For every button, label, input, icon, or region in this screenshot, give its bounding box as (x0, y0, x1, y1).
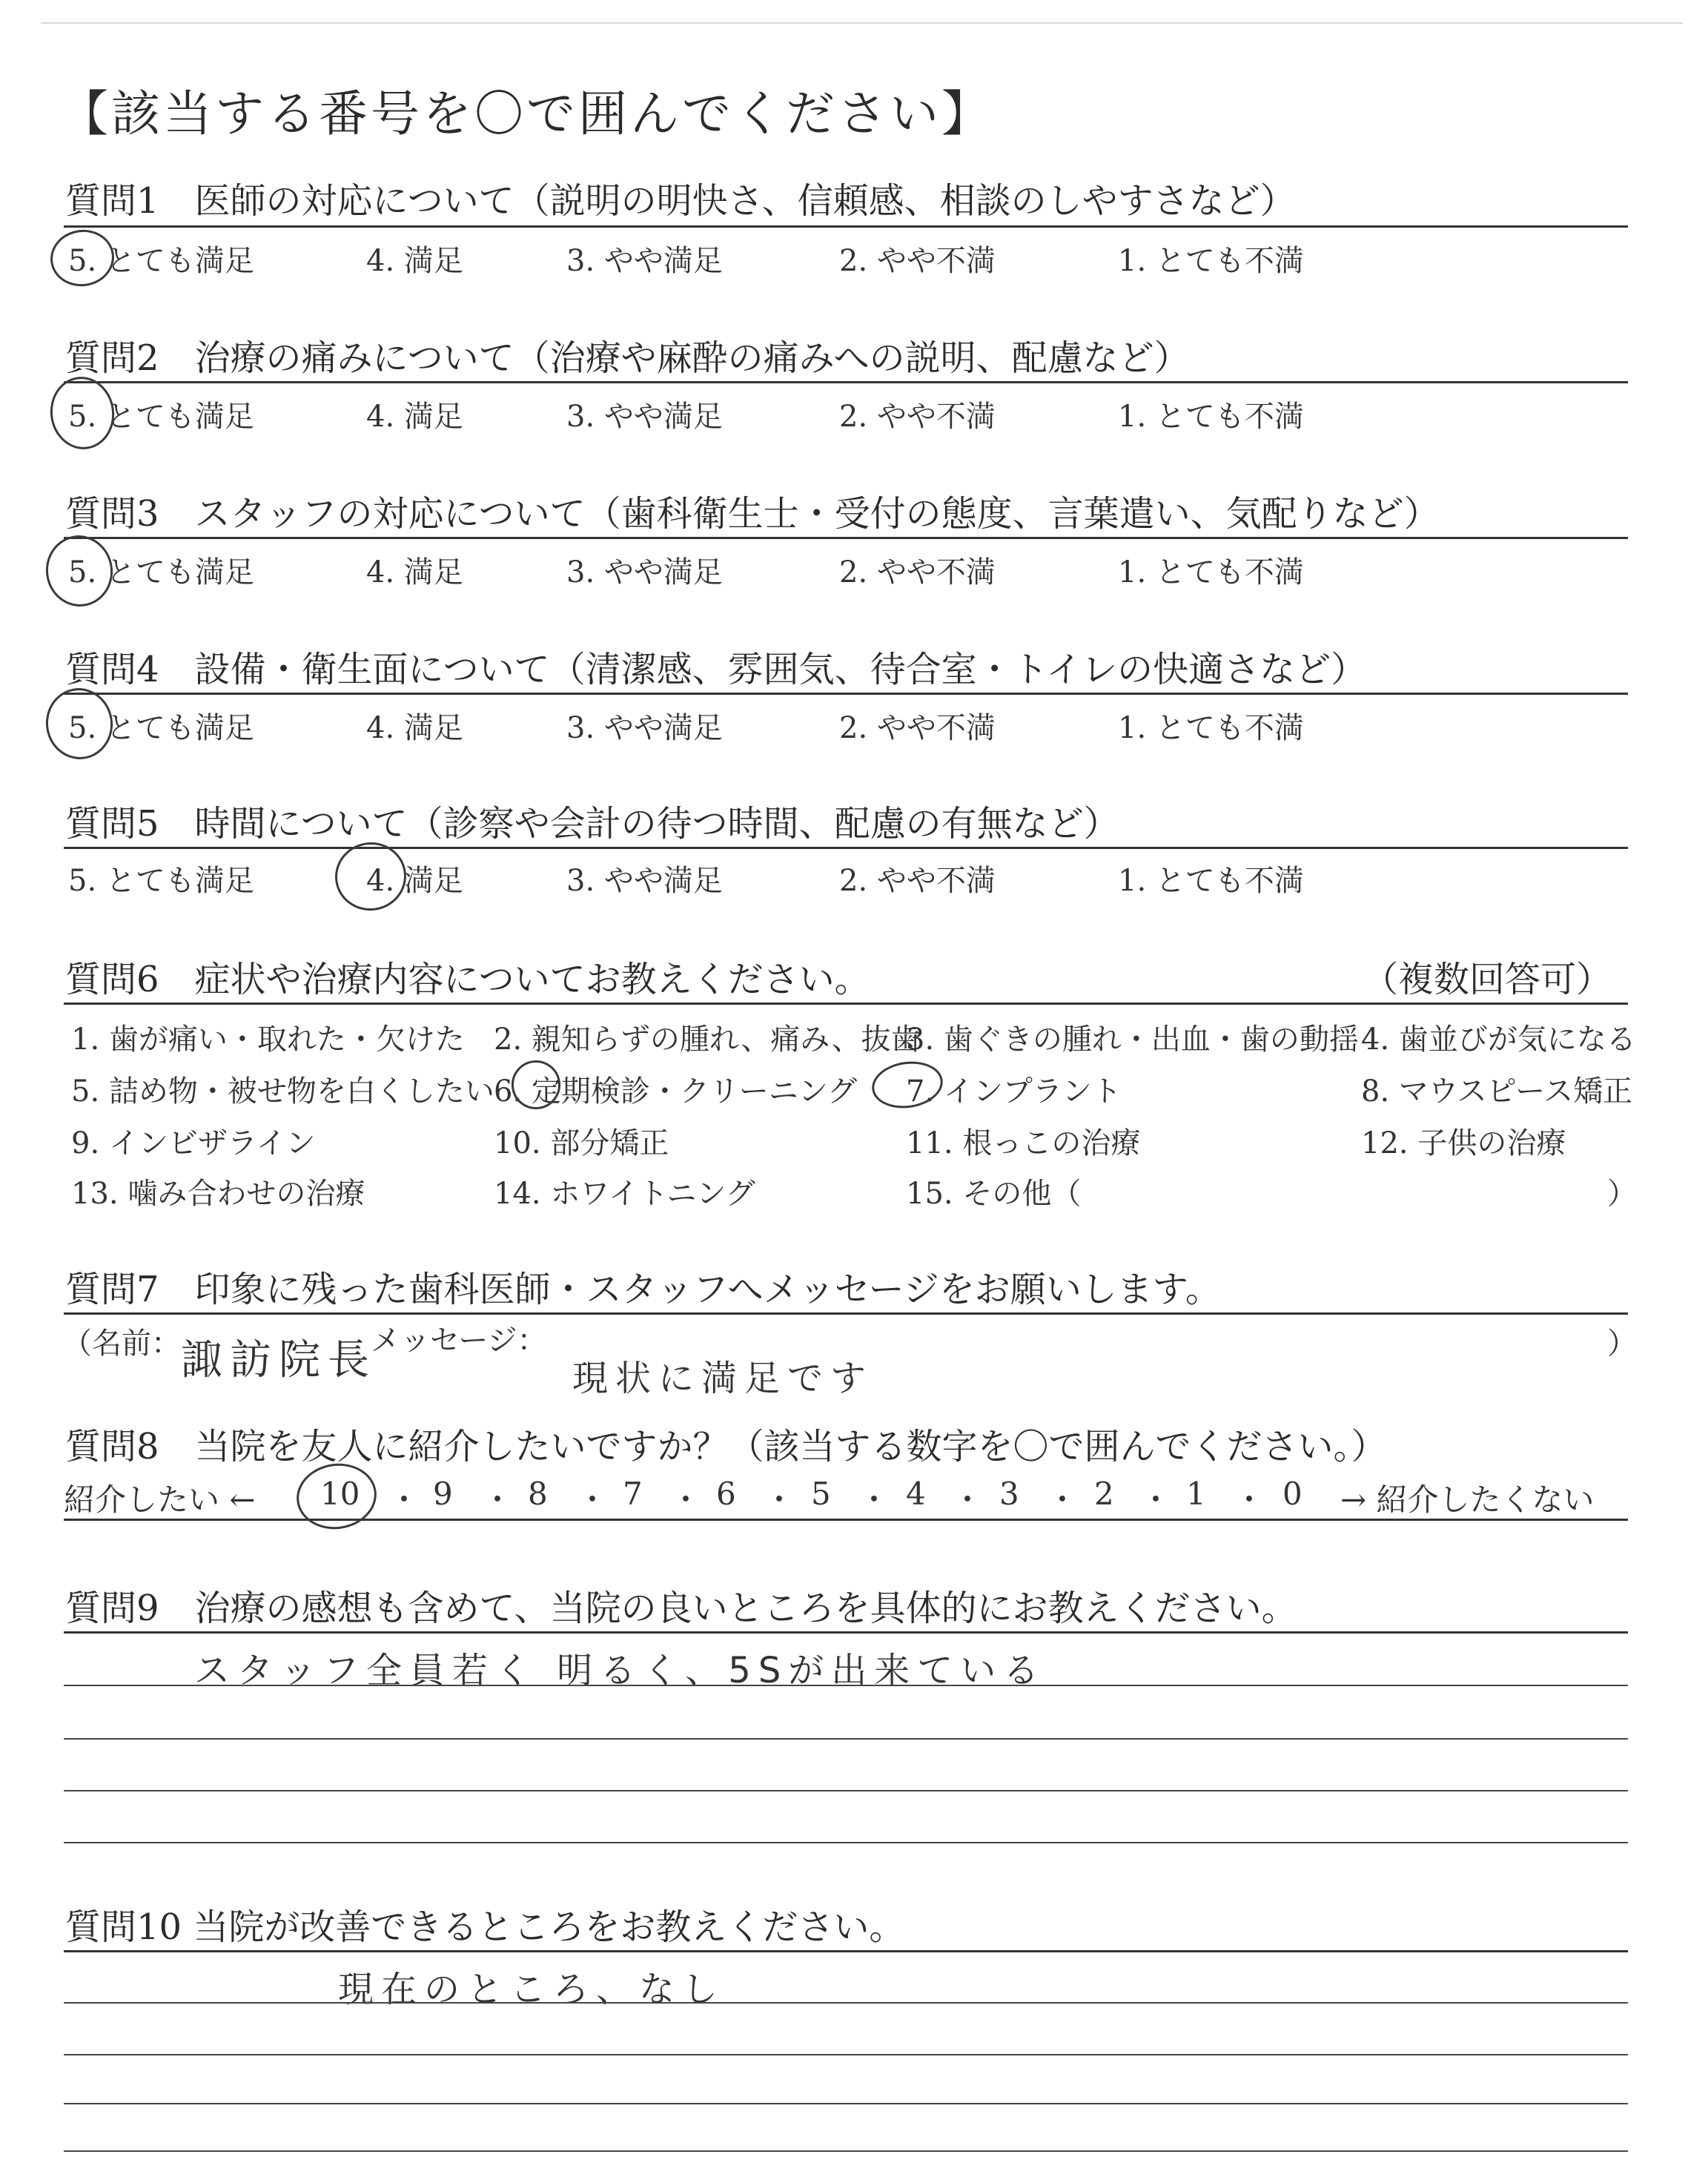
q5-option-4[interactable]: 4. 満足 (366, 864, 463, 898)
q8-separator: ・ (577, 1482, 609, 1518)
q5-option-2[interactable]: 2. やや不満 (839, 864, 996, 898)
q6-rule (64, 1003, 1628, 1005)
q10-rule (64, 1950, 1628, 1952)
q6-option-13[interactable]: 13. 噛み合わせの治療 (71, 1177, 365, 1211)
q8-scale-8[interactable]: 8 (528, 1476, 548, 1512)
q4-rule (64, 693, 1628, 695)
q3-option-5[interactable]: 5. とても満足 (68, 555, 254, 589)
q6-option-5[interactable]: 5. 詰め物・被せ物を白くしたい (71, 1074, 494, 1109)
q1-rule (64, 225, 1628, 228)
q4-option-5[interactable]: 5. とても満足 (68, 711, 254, 745)
q8-separator: ・ (952, 1482, 984, 1518)
q1-selection-circle (47, 225, 118, 290)
q1-option-4[interactable]: 4. 満足 (366, 244, 463, 278)
top-border (41, 22, 1683, 24)
q4-title: 質問4 設備・衛生面について（清潔感、雰囲気、待合室・トイレの快適さなど） (65, 649, 1367, 690)
q8-separator: ・ (482, 1482, 514, 1518)
q8-separator: ・ (1047, 1482, 1079, 1518)
q8-scale-1[interactable]: 1 (1186, 1476, 1206, 1512)
q1-title: 質問1 医師の対応について（説明の明快さ、信頼感、相談のしやすさなど） (65, 180, 1296, 222)
q1-option-1[interactable]: 1. とても不満 (1118, 244, 1304, 278)
q8-separator: ・ (764, 1482, 795, 1518)
q5-option-3[interactable]: 3. やや満足 (566, 864, 723, 898)
q10-writing-line-2 (64, 2054, 1628, 2055)
q3-option-1[interactable]: 1. とても不満 (1118, 555, 1304, 589)
q9-writing-line-1 (64, 1685, 1628, 1686)
q6-option-9[interactable]: 9. インビザライン (71, 1126, 316, 1160)
q8-scale-4[interactable]: 4 (906, 1476, 926, 1512)
q6-option-8[interactable]: 8. マウスピース矯正 (1361, 1074, 1633, 1109)
q5-option-5[interactable]: 5. とても満足 (68, 864, 254, 898)
q6-multi-answer-note: （複数回答可） (1363, 959, 1612, 1000)
survey-header: 【該当する番号を〇で囲んでください】 (59, 85, 993, 142)
q3-option-4[interactable]: 4. 満足 (366, 555, 463, 589)
q9-writing-line-4 (64, 1842, 1628, 1843)
q7-message-label: メッセージ： (371, 1324, 547, 1358)
q8-separator: ・ (1234, 1482, 1265, 1518)
q2-option-3[interactable]: 3. やや満足 (566, 400, 723, 434)
q9-answer-handwritten[interactable]: スタッフ全員若く 明るく、5Sが出来ている (194, 1650, 1047, 1691)
q6-option-3[interactable]: 3. 歯ぐきの腫れ・出血・歯の動揺 (906, 1023, 1359, 1057)
q4-option-3[interactable]: 3. やや満足 (566, 711, 723, 745)
q6-option-14[interactable]: 14. ホワイトニング (494, 1177, 755, 1211)
q5-title: 質問5 時間について（診察や会計の待つ時間、配慮の有無など） (65, 803, 1119, 845)
q7-close-paren: ） (1607, 1327, 1637, 1361)
q1-option-3[interactable]: 3. やや満足 (566, 244, 723, 278)
q8-scale-5[interactable]: 5 (811, 1476, 831, 1512)
q7-title: 質問7 印象に残った歯科医師・スタッフへメッセージをお願いします。 (65, 1269, 1221, 1310)
q4-option-1[interactable]: 1. とても不満 (1118, 711, 1304, 745)
q8-scale-2[interactable]: 2 (1094, 1476, 1114, 1512)
q8-separator: ・ (1140, 1482, 1172, 1518)
q7-rule (64, 1312, 1628, 1315)
q8-separator: ・ (858, 1482, 890, 1518)
q7-name-label: （名前： (62, 1327, 181, 1361)
q6-title: 質問6 症状や治療内容についてお教えください。 (65, 959, 870, 1000)
q6-option-12[interactable]: 12. 子供の治療 (1361, 1126, 1566, 1160)
q2-option-1[interactable]: 1. とても不満 (1118, 400, 1304, 434)
q10-writing-line-4 (64, 2150, 1628, 2152)
q10-writing-line-1 (64, 2002, 1628, 2004)
q10-title: 質問10 当院が改善できるところをお教えください。 (65, 1906, 905, 1948)
q8-scale-9[interactable]: 9 (433, 1476, 453, 1512)
q9-writing-line-3 (64, 1790, 1628, 1791)
q2-title: 質問2 治療の痛みについて（治療や麻酔の痛みへの説明、配慮など） (65, 337, 1190, 379)
q10-answer-handwritten[interactable]: 現在のところ、なし (338, 1969, 726, 2010)
q3-title: 質問3 スタッフの対応について（歯科衛生士・受付の態度、言葉遣い、気配りなど） (65, 493, 1440, 535)
q8-rule (64, 1519, 1628, 1521)
q8-selection-circle (292, 1459, 380, 1534)
q3-option-2[interactable]: 2. やや不満 (839, 555, 996, 589)
q8-scale-10[interactable]: 10 (320, 1476, 360, 1512)
q6-option-6[interactable]: 6. 定期検診・クリーニング (494, 1074, 858, 1109)
q6-option-1[interactable]: 1. 歯が痛い・取れた・欠けた (71, 1023, 465, 1057)
q8-scale-3[interactable]: 3 (999, 1476, 1019, 1512)
q3-selection-circle (42, 531, 117, 611)
q6-option-11[interactable]: 11. 根っこの治療 (906, 1126, 1141, 1160)
q8-scale-7[interactable]: 7 (623, 1476, 643, 1512)
q8-separator: ・ (388, 1482, 420, 1518)
q8-left-label: 紹介したい ← (64, 1482, 256, 1518)
q7-name-handwritten[interactable]: 諏訪院長 (181, 1336, 377, 1384)
q3-rule (64, 537, 1628, 539)
q5-option-1[interactable]: 1. とても不満 (1118, 864, 1304, 898)
q1-option-2[interactable]: 2. やや不満 (839, 244, 996, 278)
q6-other-close-paren: ） (1607, 1177, 1637, 1211)
q10-writing-line-3 (64, 2103, 1628, 2104)
q2-selection-circle (46, 372, 119, 453)
q3-option-3[interactable]: 3. やや満足 (566, 555, 723, 589)
q8-scale-6[interactable]: 6 (716, 1476, 736, 1512)
q9-rule (64, 1631, 1628, 1634)
q5-rule (64, 847, 1628, 849)
q8-scale-0[interactable]: 0 (1282, 1476, 1302, 1512)
q2-option-2[interactable]: 2. やや不満 (839, 400, 996, 434)
q2-option-4[interactable]: 4. 満足 (366, 400, 463, 434)
q2-rule (64, 381, 1628, 383)
q8-title: 質問8 当院を友人に紹介したいですか？（該当する数字を〇で囲んでください。） (65, 1426, 1387, 1467)
q8-right-label: → 紹介したくない (1340, 1482, 1595, 1518)
q4-option-2[interactable]: 2. やや不満 (839, 711, 996, 745)
q6-option-15[interactable]: 15. その他（ (906, 1177, 1082, 1211)
q1-option-5[interactable]: 5. とても満足 (68, 244, 254, 278)
q9-writing-line-2 (64, 1738, 1628, 1740)
q4-selection-circle (42, 684, 117, 764)
q2-option-5[interactable]: 5. とても満足 (68, 400, 254, 434)
q7-message-handwritten[interactable]: 現状に満足です (572, 1358, 874, 1399)
q6-option-2[interactable]: 2. 親知らずの腫れ、痛み、抜歯 (494, 1023, 921, 1057)
q6-option-10[interactable]: 10. 部分矯正 (494, 1126, 669, 1160)
q4-option-4[interactable]: 4. 満足 (366, 711, 463, 745)
q5-selection-circle (331, 838, 411, 915)
q8-separator: ・ (670, 1482, 702, 1518)
q6-option-7[interactable]: 7. インプラント (906, 1074, 1122, 1109)
q9-title: 質問9 治療の感想も含めて、当院の良いところを具体的にお教えください。 (65, 1588, 1297, 1629)
q6-option-4[interactable]: 4. 歯並びが気になる (1361, 1023, 1636, 1057)
